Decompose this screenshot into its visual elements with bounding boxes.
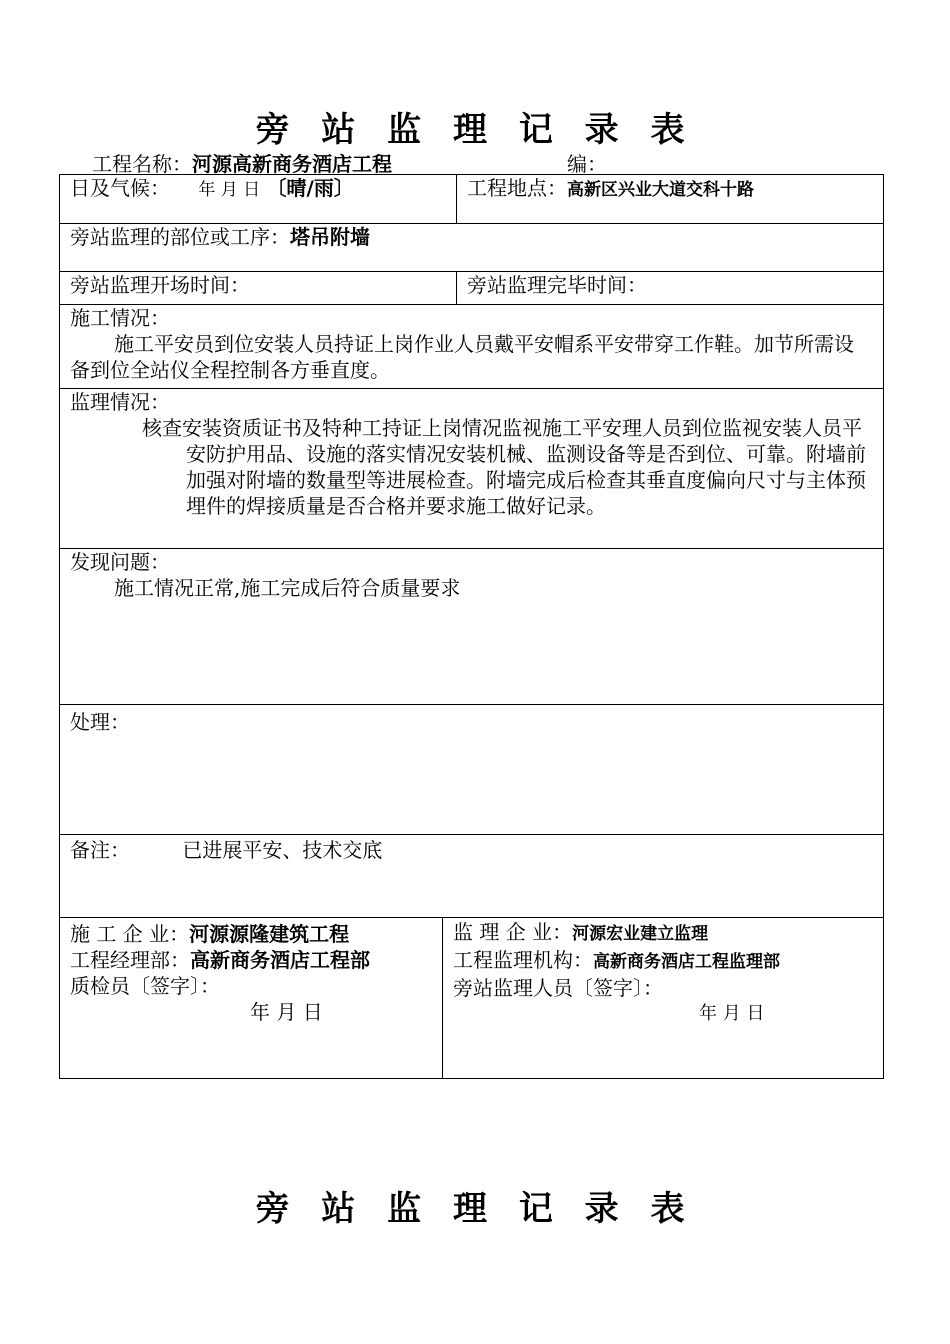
date-weather-cell [60,175,457,224]
location-cell [457,175,884,224]
project-name-value: 河源高新商务酒店工程 [192,152,392,176]
supervision-text: 核查安装资质证书及特种工持证上岗情况监视施工平安理人员到位监视安装人员平安防护用品、设施的落实情况安装机械、监测设备等是否到位、可靠。附墙前加强对附墙的数量型等进展检查。附墙完成后检查其垂直度偏向尺寸与主体预埋件的焊接质量是否合格并要求施工做好记录。 [142,416,866,518]
contractor-dept-value: 高新商务酒店工程部 [190,948,370,972]
remarks-label: 备注： [70,838,130,862]
construction-cell [60,305,884,389]
start-time-label: 旁站监理开场时间： [60,272,457,305]
supervisor-company-value: 河源宏业建立监理 [572,924,709,944]
problems-text: 施工情况正常,施工完成后符合质量要求 [114,576,461,600]
handling-cell [60,705,884,835]
construction-label: 施工情况： [70,306,170,330]
problems-cell [60,549,884,705]
position-label: 旁站监理的部位或工序： [70,225,290,249]
handling-label: 处理： [70,710,130,734]
supervisor-org-value: 高新商务酒店工程监理部 [593,952,780,972]
supervisor-signature-cell [443,918,884,1079]
location-value: 高新区兴业大道交科十路 [567,180,754,200]
contractor-dept-label: 工程经理部： [70,948,190,972]
contractor-date: 年 月 日 [250,1000,323,1024]
supervisor-org-label: 工程监理机构： [453,948,593,972]
page-title-2: 旁 站 监 理 记 录 表 [255,1189,695,1229]
weather-value: 〔晴/雨〕 [266,176,354,200]
supervision-cell [60,389,884,549]
project-name-line [92,148,392,177]
supervisor-company-label: 监 理 企 业： [453,920,573,944]
remarks-text: 已进展平安、技术交底 [182,838,383,862]
date-weather-label: 日及气候： [70,176,170,200]
position-value: 塔吊附墙 [290,225,370,249]
construction-text: 施工平安员到位安装人员持证上岗作业人员戴平安帽系平安带穿工作鞋。加节所需设备到位全站仪全程控制各方垂直度。 [70,332,854,382]
date-value: 年 月 日 [198,180,261,200]
record-form-table [59,174,884,1079]
remarks-cell [60,835,884,918]
contractor-signature-cell [60,918,443,1079]
page-title: 旁 站 监 理 记 录 表 [255,110,695,150]
supervision-label: 监理情况： [70,390,170,414]
end-time-label: 旁站监理完毕时间： [457,272,884,305]
inspector-signature-label: 质检员〔签字〕： [70,974,220,998]
location-label: 工程地点： [467,176,567,200]
problems-label: 发现问题： [70,550,170,574]
record-number-label: 编： [567,152,607,176]
supervisor-date: 年 月 日 [699,1003,765,1024]
position-cell [60,224,884,272]
contractor-company-label: 施 工 企 业： [70,922,190,946]
supervisor-person-label: 旁站监理人员〔签字〕： [453,976,663,1000]
contractor-company-value: 河源源隆建筑工程 [189,922,350,946]
project-name-label: 工程名称： [92,152,192,176]
